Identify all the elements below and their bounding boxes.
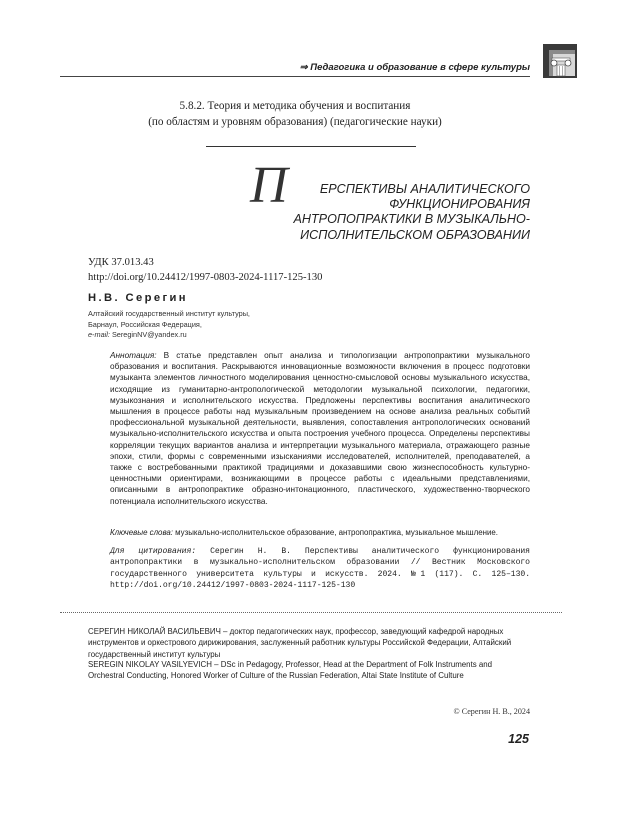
abstract-label: Аннотация: [110, 351, 157, 360]
keywords [110, 527, 530, 538]
affiliation-line-1: Алтайский государственный институт культуры, [88, 309, 250, 318]
keywords-text: музыкально-исполнительское образование, антропопрактика, музыкальное мышление. [175, 528, 498, 537]
section-title: Педагогика и образование в сфере культуры [310, 62, 530, 73]
title-line-3: АНТРОПОПРАКТИКИ В МУЗЫКАЛЬНО- [293, 212, 530, 227]
dotted-divider [60, 612, 562, 613]
title-drop-cap: П [250, 157, 288, 214]
copyright: © Серегин Н. В., 2024 [453, 707, 530, 716]
affiliation-line-2: Барнаул, Российская Федерация, [88, 319, 202, 329]
title-line-4: ИСПОЛНИТЕЛЬСКОМ ОБРАЗОВАНИИ [300, 227, 530, 242]
author-bio-ru: СЕРЕГИН НИКОЛАЙ ВАСИЛЬЕВИЧ – доктор педагогических наук, профессор, заведующий кафедрой народных инструментов и оркестрового дирижирования, заслуженный работник культуры Российской Федерации, Алтайский государственный институт культуры [88, 627, 512, 659]
abstract-text: В статье представлен опыт анализа и типологизации антропопрактики музыкального образования и воспитания. Раскрываются инновационные возможности включения в процесс подготовки музыканта элементов личностного моделирования ценностно-смысловой основы музыкального искусства, исходящие из гуманитарно-антропологической методологии музыкальной психологии, педагогики, музыкознания и исполнительского искусства. Предложены перспективы воспитания аналитического мышления в процессе работы над музыкальным произведением на основе анализа реальных событий профессиональной музыкальной деятельности, выявления, сопоставления антропологических оснований музыкально-исполнительского искусства и опыта построения учебного процесса. Определены перспективы корреляции текущих вариантов анализа и интерпретации музыкального материала, отражающего разные эпохи, стили, формы с современными изысканиями исследователей, исполнителей, преподавателей, а также с востребованными практикой традициями и доказавшими свою жизнеспособность культурно-ценностными ориентирами, возникающими в процессе работы с идеальными представлениями, описанными в антропопрактике образно-интонационного, пластического, художественно-творческого потенциала исполнительского искусства. [110, 351, 530, 506]
header-rule [60, 76, 530, 77]
citation [110, 546, 530, 592]
udk-code: УДК 37.013.43 [88, 257, 154, 268]
keywords-label: Ключевые слова: [110, 528, 173, 537]
title-line-2: ФУНКЦИОНИРОВАНИЯ [389, 197, 530, 212]
citation-label: Для цитирования: [110, 547, 197, 556]
email-label: e-mail: [88, 330, 110, 339]
author-affiliation [88, 309, 250, 341]
title-line-1: ЕРСПЕКТИВЫ АНАЛИТИЧЕСКОГО [319, 182, 530, 196]
separator-line [206, 146, 416, 147]
article-title [260, 182, 530, 243]
email-line [88, 330, 250, 341]
abstract [110, 350, 530, 507]
specialty-code [60, 99, 530, 130]
citation-text: Серегин Н. В. Перспективы аналитического функционирования антропопрактики в музыкально-исполнительском образовании // Вестник Московского государственного университета культуры и искусств. 2024. №1 (117). С. 125–130. http://doi.org/10.24412/1997-0803-2024-1117-125-130 [110, 547, 530, 591]
specialty-line-1: 5.8.2. Теория и методика обучения и воспитания [179, 100, 411, 112]
email-link[interactable]: SereginNV@yandex.ru [111, 330, 187, 339]
journal-section-header [300, 62, 530, 73]
doi-link[interactable]: http://doi.org/10.24412/1997-0803-2024-1117-125-130 [88, 272, 323, 283]
arrow-icon: ⇒ [299, 62, 308, 73]
author-name: Н.В. Серегин [88, 292, 188, 304]
ionic-column-logo-icon [543, 44, 577, 78]
page-number: 125 [508, 732, 529, 746]
specialty-line-2: (по областям и уровням образования) (педагогические науки) [148, 115, 442, 128]
author-bio-en: SEREGIN NIKOLAY VASILYEVICH – DSc in Pedagogy, Professor, Head at the Department of Folk Instruments and Orchestral Conducting, Honored Worker of Culture of the Russian Federation, Altai State Institute of Culture [88, 660, 493, 681]
